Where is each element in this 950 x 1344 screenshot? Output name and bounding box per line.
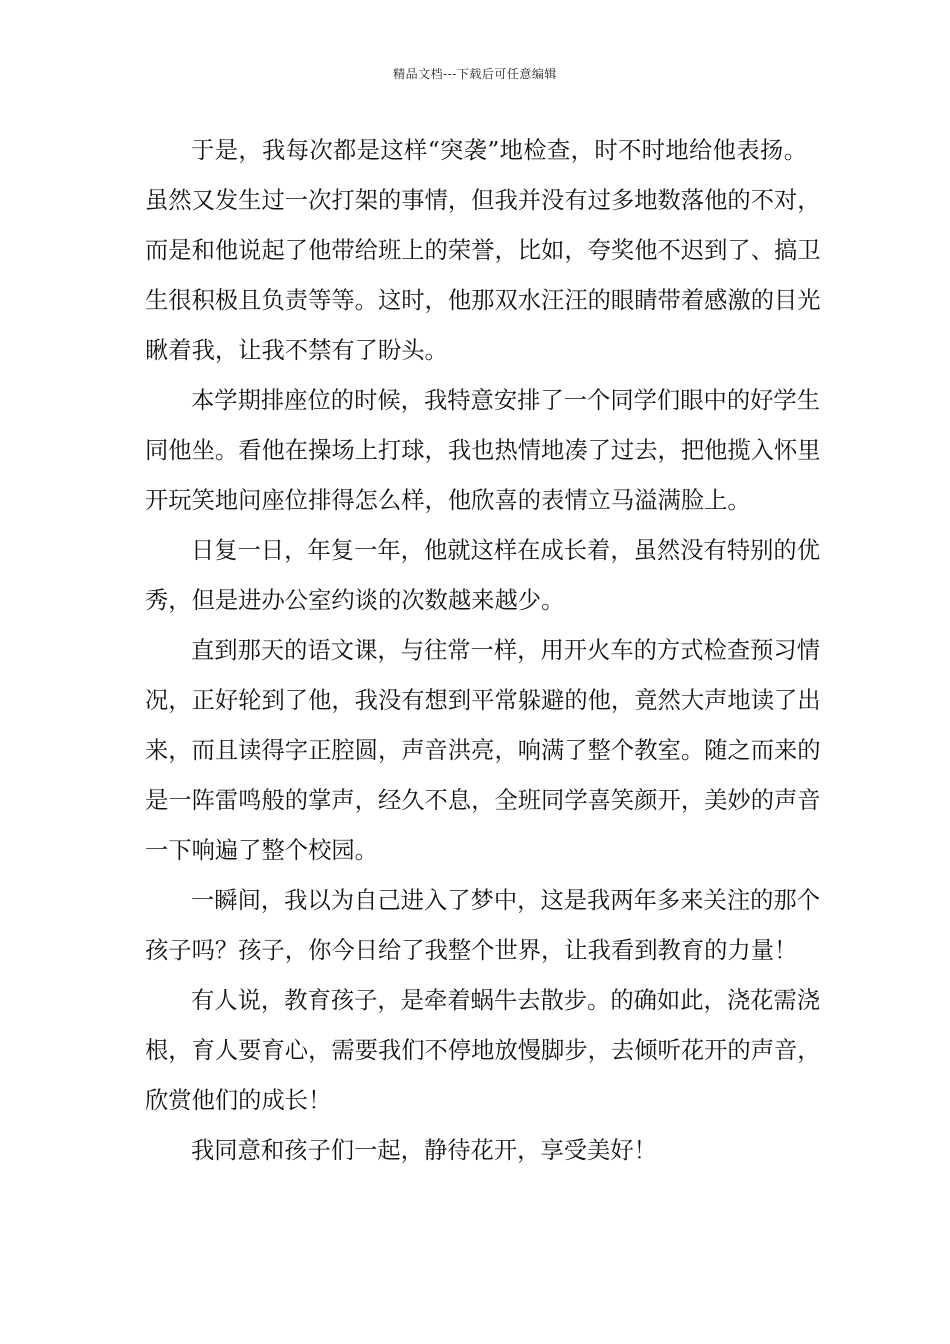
text-line: 一下响遍了整个校园。 bbox=[145, 837, 378, 864]
paragraph bbox=[145, 126, 821, 376]
paragraph bbox=[145, 626, 821, 876]
text-line: 我同意和孩子们一起，静待花开，享受美好！ bbox=[191, 1137, 657, 1164]
paragraph bbox=[145, 376, 821, 526]
text-line: 欣赏他们的成长！ bbox=[145, 1087, 332, 1114]
text-line: 本学期排座位的时候，我特意安排了一个同学们眼中的好学生 bbox=[191, 387, 821, 414]
text-line: 孩子吗？孩子，你今日给了我整个世界，让我看到教育的力量！ bbox=[145, 937, 798, 964]
text-line: 瞅着我，让我不禁有了盼头。 bbox=[145, 337, 448, 364]
text-line: 而是和他说起了他带给班上的荣誉，比如，夸奖他不迟到了、搞卫 bbox=[145, 237, 821, 264]
text-line: 直到那天的语文课，与往常一样，用开火车的方式检查预习情 bbox=[191, 637, 821, 664]
text-line: 日复一日，年复一年，他就这样在成长着，虽然没有特别的优 bbox=[191, 537, 821, 564]
text-line: 况，正好轮到了他，我没有想到平常躲避的他，竟然大声地读了出 bbox=[145, 687, 821, 714]
text-line: 秀，但是进办公室约谈的次数越来越少。 bbox=[145, 587, 565, 614]
document-body bbox=[145, 126, 821, 1176]
text-line: 同他坐。看他在操场上打球，我也热情地凑了过去，把他揽入怀里 bbox=[145, 437, 821, 464]
text-line: 生很积极且负责等等。这时，他那双水汪汪的眼睛带着感激的目光 bbox=[145, 287, 821, 314]
paragraph bbox=[145, 976, 821, 1126]
text-line: 根，育人要育心，需要我们不停地放慢脚步，去倾听花开的声音， bbox=[145, 1037, 821, 1064]
text-line: 是一阵雷鸣般的掌声，经久不息，全班同学喜笑颜开，美妙的声音 bbox=[145, 787, 821, 814]
page-header: 精品文档---下载后可任意编辑 bbox=[393, 67, 557, 81]
paragraph bbox=[145, 1126, 807, 1176]
paragraph bbox=[145, 526, 821, 626]
text-line: 开玩笑地问座位排得怎么样，他欣喜的表情立马溢满脸上。 bbox=[145, 487, 751, 514]
paragraph bbox=[145, 876, 821, 976]
text-line: 来，而且读得字正腔圆，声音洪亮，响满了整个教室。随之而来的 bbox=[145, 737, 821, 764]
text-line: 于是，我每次都是这样“突袭”地检查，时不时地给他表扬。 bbox=[191, 137, 807, 164]
text-line: 有人说，教育孩子，是牵着蜗牛去散步。的确如此，浇花需浇 bbox=[191, 987, 821, 1014]
text-line: 一瞬间，我以为自己进入了梦中，这是我两年多来关注的那个 bbox=[191, 887, 821, 914]
text-line: 虽然又发生过一次打架的事情，但我并没有过多地数落他的不对， bbox=[145, 187, 821, 214]
